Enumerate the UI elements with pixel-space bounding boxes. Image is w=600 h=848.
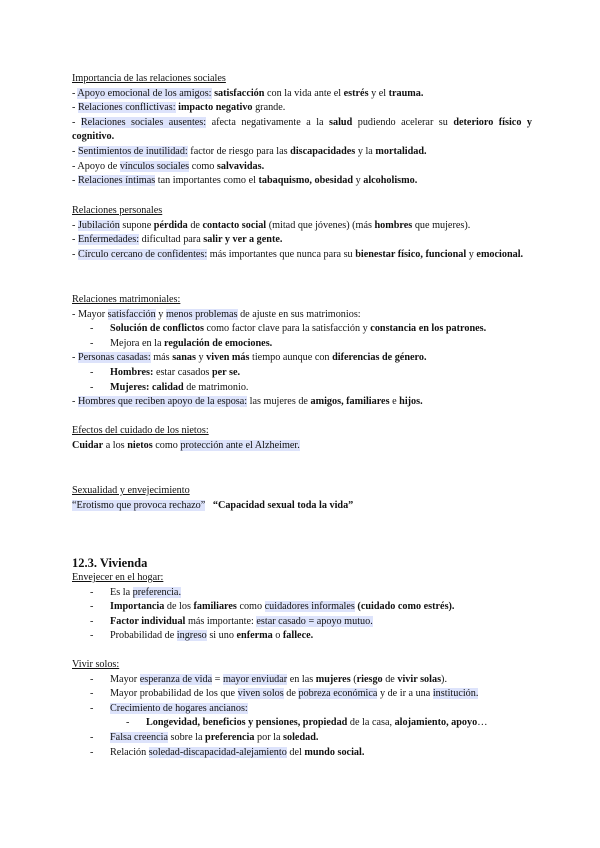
text-line: - Apoyo de vínculos sociales como salvavidas. [72,160,265,172]
subsection-title: Vivir solos: [72,658,120,670]
list-item: - Relación soledad-discapacidad-alejamiento del mundo social. [90,746,365,758]
section-title: Relaciones matrimoniales: [72,294,181,305]
text-line: - Relaciones conflictivas: impacto negativo grande. [72,102,286,114]
section-grandchildren [72,424,532,453]
list-item: - Es la preferencia. [90,586,181,598]
section-personal-relations [72,204,532,262]
text-paragraph: - Relaciones sociales ausentes: afecta negativamente a la salud pudiendo acelerar su deterioro físico y cognitivo. [72,116,532,143]
text-line: Cuidar a los nietos como protección ante el Alzheimer. [72,439,300,451]
text-line: - Sentimientos de inutilidad: factor de riesgo para las discapacidades y la mortalidad. [72,145,427,157]
section-housing [72,555,532,760]
section-title: Efectos del cuidado de los nietos: [72,425,209,436]
text-line: “Erotismo que provoca rechazo” “Capacidad sexual toda la vida” [72,499,354,511]
section-marriage [72,293,532,410]
list-item: - Hombres: estar casados per se. [90,366,241,378]
text-line: - Hombres que reciben apoyo de la esposa: las mujeres de amigos, familiares e hijos. [72,396,423,408]
subsection-title: Envejecer en el hogar: [72,572,164,583]
section-title: Relaciones personales [72,205,163,216]
list-item: - Mayor probabilidad de los que viven solos de pobreza económica y de ir a una institución. [90,688,479,700]
text-line: - Enfermedades: dificultad para salir y ver a gente. [72,234,283,246]
section-heading: 12.3. Vivienda [72,556,148,570]
text-line: - Relaciones íntimas tan importantes como el tabaquismo, obesidad y alcoholismo. [72,175,418,187]
list-item: - Probabilidad de ingreso si uno enferma o fallece. [90,630,314,642]
list-item: - Mujeres: calidad de matrimonio. [90,381,249,393]
text-line: - Jubilación supone pérdida de contacto social (mitad que jóvenes) (más hombres que mujeres). [72,219,471,231]
section-social-relations [72,72,532,189]
list-item: - Crecimiento de hogares ancianos: [90,702,248,714]
text-line: - Mayor satisfacción y menos problemas de ajuste en sus matrimonios: [72,308,361,320]
text-line: - Personas casadas: más sanas y viven más tiempo aunque con diferencias de género. [72,352,427,364]
section-title: Sexualidad y envejecimiento [72,485,190,496]
list-item: - Falsa creencia sobre la preferencia por la soledad. [90,731,319,743]
list-item-nested: - Longevidad, beneficios y pensiones, propiedad de la casa, alojamiento, apoyo… [126,717,488,729]
list-item: - Factor individual más importante: estar casado = apoyo mutuo. [90,615,373,627]
list-item: - Mejora en la regulación de emociones. [90,337,273,349]
text-paragraph: - Círculo cercano de confidentes: más importantes que nunca para su bienestar físico, funcional y emocional. [72,248,524,260]
spacer [72,644,532,658]
section-title: Importancia de las relaciones sociales [72,73,226,84]
section-sexuality [72,484,532,513]
list-item: - Mayor esperanza de vida = mayor enviudar en las mujeres (riesgo de vivir solas). [90,673,447,685]
list-item: - Importancia de los familiares como cuidadores informales (cuidado como estrés). [90,601,455,613]
list-item: - Solución de conflictos como factor clave para la satisfacción y constancia en los patrones. [90,323,487,335]
text-line: - Apoyo emocional de los amigos: satisfacción con la vida ante el estrés y el trauma. [72,87,424,99]
